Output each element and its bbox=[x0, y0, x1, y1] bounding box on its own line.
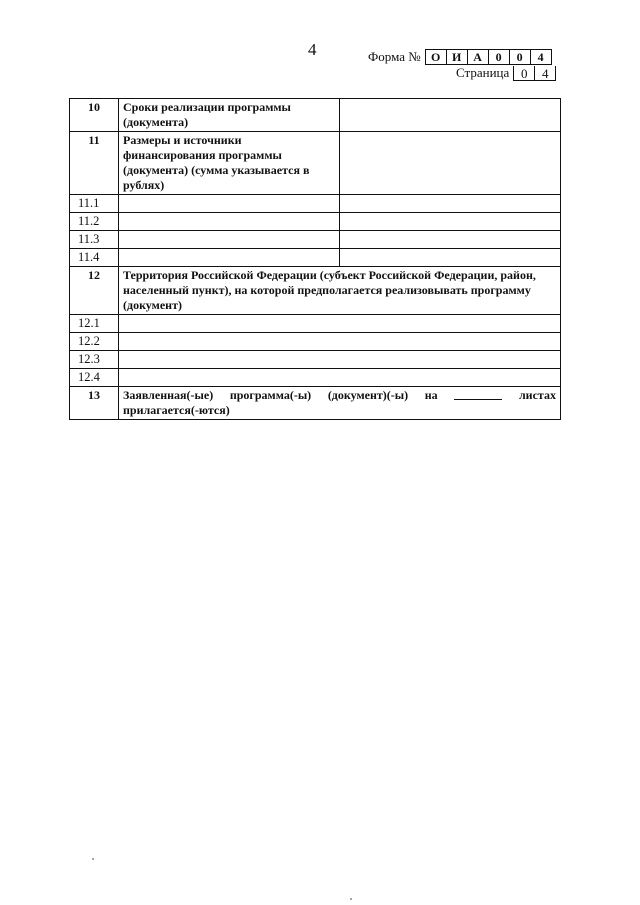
value-field[interactable] bbox=[119, 195, 340, 213]
table-row bbox=[70, 231, 561, 249]
form-code-cell: А bbox=[468, 50, 489, 65]
row-number: 12.1 bbox=[70, 315, 119, 333]
form-code-cell: О bbox=[426, 50, 447, 65]
row-number: 13 bbox=[70, 387, 119, 420]
page-code-cell: 4 bbox=[535, 66, 556, 81]
table-row bbox=[70, 132, 561, 195]
table-row bbox=[70, 333, 561, 351]
page-number: 4 bbox=[308, 40, 317, 59]
statement-word: (документ)(-ы) bbox=[327, 388, 409, 402]
value-field[interactable] bbox=[119, 333, 561, 351]
form-code-cell: 0 bbox=[510, 50, 531, 65]
value-field[interactable] bbox=[340, 132, 561, 195]
row-number: 12.2 bbox=[70, 333, 119, 351]
row-number: 12 bbox=[70, 267, 119, 315]
sheets-count-field[interactable] bbox=[454, 388, 502, 400]
form-table bbox=[69, 98, 561, 420]
statement-line: прилагается(-ются) bbox=[123, 403, 230, 417]
table-row bbox=[70, 99, 561, 132]
row-number: 10 bbox=[70, 99, 119, 132]
value-field[interactable] bbox=[119, 231, 340, 249]
scan-artifact bbox=[350, 898, 352, 900]
row-label: Размеры и источники финансирования программы (документа) (сумма указывается в рублях) bbox=[119, 132, 340, 195]
table-row bbox=[70, 351, 561, 369]
value-field[interactable] bbox=[340, 195, 561, 213]
attachments-statement bbox=[119, 387, 561, 420]
value-field[interactable] bbox=[340, 99, 561, 132]
page-label: Страница bbox=[456, 65, 510, 80]
value-field[interactable] bbox=[119, 351, 561, 369]
row-label: Сроки реализации программы (документа) bbox=[119, 99, 340, 132]
form-code-block bbox=[368, 49, 556, 81]
statement-word: Заявленная(-ые) bbox=[123, 388, 214, 402]
table-row bbox=[70, 195, 561, 213]
row-number: 12.3 bbox=[70, 351, 119, 369]
table-row bbox=[70, 267, 561, 315]
page-code-cell: 0 bbox=[514, 66, 535, 81]
table-row bbox=[70, 315, 561, 333]
value-field[interactable] bbox=[340, 231, 561, 249]
form-code-cell: И bbox=[447, 50, 468, 65]
row-number: 11.3 bbox=[70, 231, 119, 249]
row-number: 11.2 bbox=[70, 213, 119, 231]
table-row bbox=[70, 213, 561, 231]
statement-word: на bbox=[424, 388, 438, 402]
statement-word: программа(-ы) bbox=[229, 388, 312, 402]
row-number: 11.1 bbox=[70, 195, 119, 213]
page-code-cells bbox=[513, 66, 556, 81]
table-row bbox=[70, 369, 561, 387]
value-field[interactable] bbox=[340, 213, 561, 231]
row-number: 11.4 bbox=[70, 249, 119, 267]
value-field[interactable] bbox=[340, 249, 561, 267]
row-number: 12.4 bbox=[70, 369, 119, 387]
form-code-cell: 0 bbox=[489, 50, 510, 65]
scan-artifact bbox=[92, 858, 94, 860]
table-row bbox=[70, 387, 561, 420]
table-row bbox=[70, 249, 561, 267]
value-field[interactable] bbox=[119, 369, 561, 387]
statement-word: листах bbox=[518, 388, 556, 402]
row-label: Территория Российской Федерации (субъект Российской Федерации, район, населенный пункт), на которой предполагается реализовывать программу (документ) bbox=[119, 267, 561, 315]
row-number: 11 bbox=[70, 132, 119, 195]
value-field[interactable] bbox=[119, 249, 340, 267]
form-label: Форма № bbox=[368, 49, 421, 64]
value-field[interactable] bbox=[119, 213, 340, 231]
form-code-cell: 4 bbox=[531, 50, 552, 65]
form-code-cells bbox=[425, 49, 552, 65]
value-field[interactable] bbox=[119, 315, 561, 333]
